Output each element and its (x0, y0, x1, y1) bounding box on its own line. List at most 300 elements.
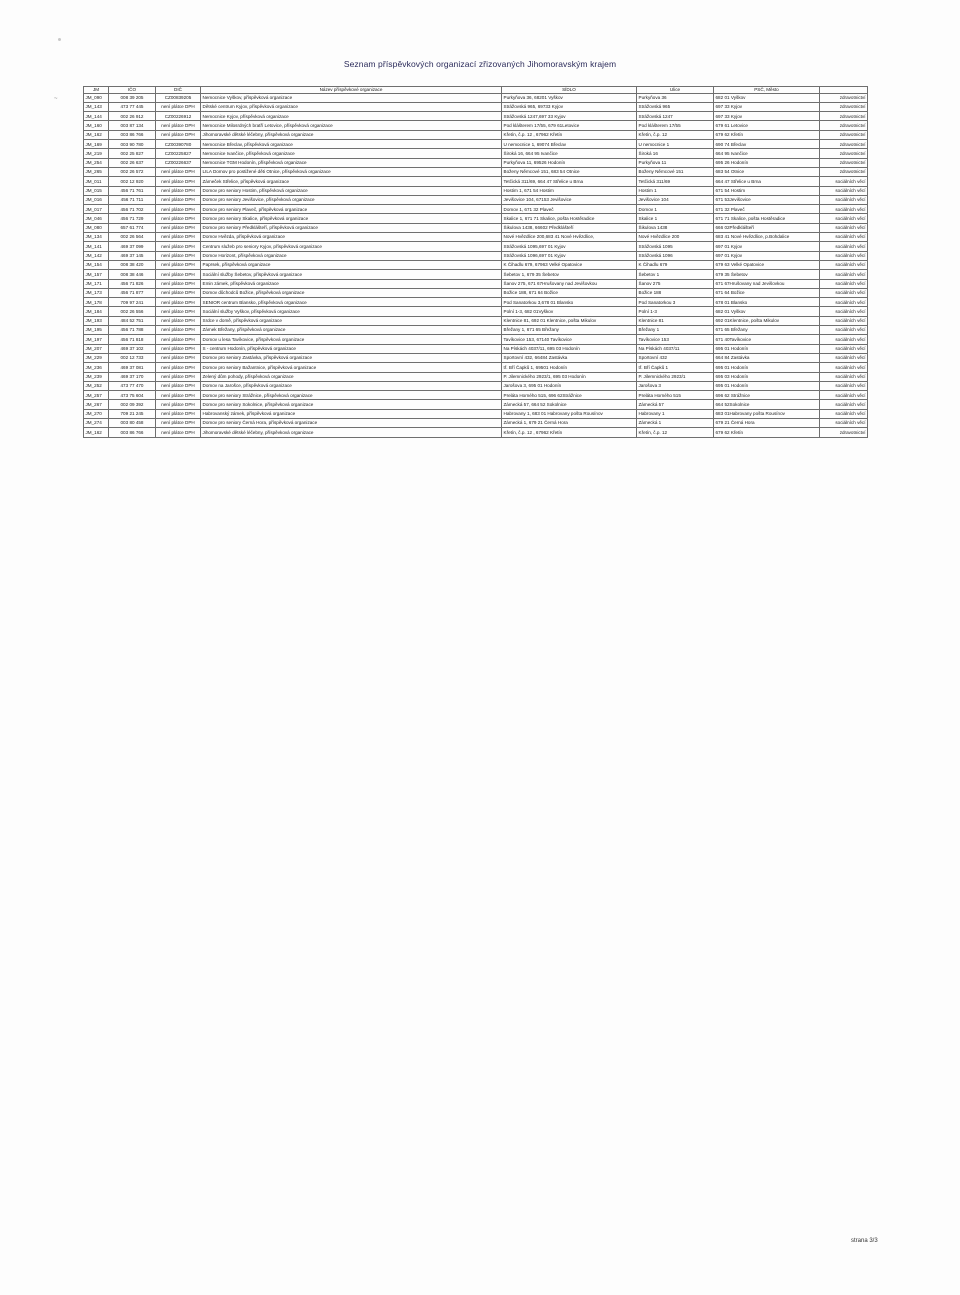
cell-obor: zdravotnictví (820, 167, 868, 176)
cell-ico: 456 71 826 (109, 279, 156, 288)
cell-obor: sociálních věcí (820, 316, 868, 325)
cell-dic: CZ00226912 (156, 112, 201, 121)
cell-ulice: Purkyňova 11 (637, 158, 714, 167)
cell-psc-mesto: 682 01 Vyškov (714, 93, 820, 102)
cell-sidlo: tř. Bří Čapků 1, 69501 Hodonín (502, 363, 637, 372)
cell-ulice: Jevišovice 104 (637, 195, 714, 204)
cell-jm: JM_236 (84, 363, 109, 372)
cell-ico: 003 80 458 (109, 418, 156, 427)
cell-jm: JM_160 (84, 121, 109, 130)
cell-ulice: Habrovany 1 (637, 409, 714, 418)
cell-ico: 003 86 766 (109, 130, 156, 139)
cell-jm: JM_090 (84, 93, 109, 102)
cell-jm: JM_016 (84, 195, 109, 204)
cell-psc-mesto: 682 01 Vyškov (714, 307, 820, 316)
table-row (84, 251, 868, 260)
cell-sidlo: K Čihadlu 679, 67963 Velké Opatovice (502, 260, 637, 269)
cell-dic: není plátce DPH (156, 270, 201, 279)
cell-obor: sociálních věcí (820, 242, 868, 251)
cell-ulice: Na Pískách 4037/11 (637, 344, 714, 353)
document-title: Seznam příspěvkových organizací zřizovaných Jihomoravským krajem (343, 59, 617, 69)
cell-ico: 473 77 445 (109, 102, 156, 111)
cell-nazev: Domov pro seniory Sokolnice, příspěvková organizace (201, 400, 502, 409)
cell-dic: není plátce DPH (156, 130, 201, 139)
cell-psc-mesto: 696 62 Strážnice (714, 391, 820, 400)
cell-psc-mesto: 671 54 Hostim (714, 186, 820, 195)
cell-jm: JM_169 (84, 140, 109, 149)
cell-ico: 003 87 134 (109, 121, 156, 130)
cell-sidlo: Polní 1-3, 682 01Vyškov (502, 307, 637, 316)
table-row (84, 186, 868, 195)
cell-ico: 008 38 446 (109, 270, 156, 279)
cell-psc-mesto: 671 67Hrušovany nad Jevišovkou (714, 279, 820, 288)
cell-jm: JM_015 (84, 186, 109, 195)
cell-dic: není plátce DPH (156, 326, 201, 335)
cell-nazev: Zámek Břežany, příspěvková organizace (201, 326, 502, 335)
cell-obor: zdravotnictví (820, 428, 868, 437)
cell-dic: není plátce DPH (156, 242, 201, 251)
cell-ulice: Domov 1 (637, 205, 714, 214)
cell-psc-mesto: 683 01Habrovany pošta Rousínov (714, 409, 820, 418)
cell-nazev: Sociální služby Šebetov, příspěvková organizace (201, 270, 502, 279)
cell-nazev: Domov Hvězda, příspěvková organizace (201, 233, 502, 242)
cell-jm: JM_173 (84, 288, 109, 297)
cell-psc-mesto: 695 01 Hodonín (714, 363, 820, 372)
cell-nazev: S - centrum Hodonín, příspěvková organizace (201, 344, 502, 353)
cell-jm: JM_142 (84, 251, 109, 260)
cell-obor: zdravotnictví (820, 158, 868, 167)
cell-ulice: Klentnice 81 (637, 316, 714, 325)
cell-dic: není plátce DPH (156, 260, 201, 269)
cell-ico: 002 26 912 (109, 112, 156, 121)
cell-nazev: Domov pro seniory Plaveč, příspěvková organizace (201, 205, 502, 214)
cell-ulice: P. Jilemnického 2923/1 (637, 372, 714, 381)
cell-obor: sociálních věcí (820, 279, 868, 288)
cell-psc-mesto: 664 84 Zastávka (714, 353, 820, 362)
cell-ulice: Strážovská 965 (637, 102, 714, 111)
cell-ico: 469 37 145 (109, 251, 156, 260)
header-ico: IČO (109, 87, 156, 94)
cell-sidlo: Habrovany 1, 683 01 Habrovany pošta Rousínov (502, 409, 637, 418)
cell-ulice: Hostim 1 (637, 186, 714, 195)
cell-psc-mesto: 683 41 Nové Hvězdlice, p.Bohdalice (714, 233, 820, 242)
cell-nazev: Paprsek, příspěvková organizace (201, 260, 502, 269)
table-row (84, 140, 868, 149)
cell-ulice: Strážovská 1096 (637, 251, 714, 260)
table-row (84, 93, 868, 102)
cell-obor: sociálních věcí (820, 409, 868, 418)
cell-nazev: Dětské centrum Kyjov, příspěvková organizace (201, 102, 502, 111)
cell-dic: není plátce DPH (156, 316, 201, 325)
cell-dic: není plátce DPH (156, 381, 201, 390)
cell-nazev: Domov pro seniory Černá Hora, příspěvková organizace (201, 418, 502, 427)
table-row (84, 409, 868, 418)
cell-sidlo: Pod Sanatorkou 3,678 01 Blansko (502, 298, 637, 307)
cell-psc-mesto: 679 62 Křetín (714, 428, 820, 437)
cell-sidlo: Strážovská 1095,697 01 Kyjov (502, 242, 637, 251)
cell-ico: 456 71 877 (109, 288, 156, 297)
cell-ulice: Purkyňova 36 (637, 93, 714, 102)
cell-jm: JM_252 (84, 381, 109, 390)
cell-dic: není plátce DPH (156, 121, 201, 130)
table-row (84, 177, 868, 186)
cell-psc-mesto: 671 53Jevišovice (714, 195, 820, 204)
cell-dic: není plátce DPH (156, 167, 201, 176)
scan-dot (58, 38, 61, 41)
table-row (84, 400, 868, 409)
cell-psc-mesto: 679 61 Letovice (714, 121, 820, 130)
table-row (84, 214, 868, 223)
cell-sidlo: Tavíkovice 153, 67140 Tavíkovice (502, 335, 637, 344)
cell-dic: není plátce DPH (156, 186, 201, 195)
cell-obor: sociálních věcí (820, 326, 868, 335)
cell-ulice: Pod Sanatorkou 3 (637, 298, 714, 307)
cell-ulice: Pod klášterem 17/55 (637, 121, 714, 130)
cell-ico: 008 38 420 (109, 260, 156, 269)
cell-ico: 456 71 788 (109, 326, 156, 335)
cell-ulice: U nemocnice 1 (637, 140, 714, 149)
cell-sidlo: Skalice 1, 671 71 Skalice, pošta Hostěradice (502, 214, 637, 223)
cell-nazev: Zelený dům pohody, příspěvková organizace (201, 372, 502, 381)
cell-jm: JM_143 (84, 102, 109, 111)
table-row (84, 326, 868, 335)
cell-jm: JM_178 (84, 298, 109, 307)
cell-ico: 473 75 604 (109, 391, 156, 400)
cell-psc-mesto: 671 65 Břežany (714, 326, 820, 335)
cell-ulice: Široká 16 (637, 149, 714, 158)
cell-psc-mesto: 697 33 Kyjov (714, 102, 820, 111)
cell-sidlo: Hostim 1, 671 54 Hostim (502, 186, 637, 195)
cell-nazev: Domov pro seniory Zastávka, příspěvková organizace (201, 353, 502, 362)
cell-ico: 484 52 751 (109, 316, 156, 325)
cell-psc-mesto: 671 40Tavíkovice (714, 335, 820, 344)
cell-obor: sociálních věcí (820, 400, 868, 409)
cell-obor: sociálních věcí (820, 177, 868, 186)
cell-sidlo: Strážovská 1096,697 01 Kyjov (502, 251, 637, 260)
cell-nazev: Domov pro seniory Strážnice, příspěvková organizace (201, 391, 502, 400)
table-row (84, 130, 868, 139)
header-psc-mesto: PSČ, Město (714, 87, 820, 94)
cell-sidlo: Široká 16, 664 95 Ivančice (502, 149, 637, 158)
cell-ico: 003 86 766 (109, 428, 156, 437)
cell-dic: není plátce DPH (156, 279, 201, 288)
cell-jm: JM_257 (84, 391, 109, 400)
cell-jm: JM_265 (84, 167, 109, 176)
table-row (84, 158, 868, 167)
table-header-row (84, 87, 868, 94)
cell-nazev: Domov Horizont, příspěvková organizace (201, 251, 502, 260)
cell-ulice: Preláta Horného 515 (637, 391, 714, 400)
cell-ico: 002 12 920 (109, 177, 156, 186)
cell-sidlo: U nemocnice 1, 69074 Břeclav (502, 140, 637, 149)
cell-obor: zdravotnictví (820, 130, 868, 139)
cell-dic: CZ00839205 (156, 93, 201, 102)
cell-ulice: Tavíkovice 153 (637, 335, 714, 344)
cell-dic: CZ00390780 (156, 140, 201, 149)
table-row (84, 167, 868, 176)
cell-nazev: Nemocnice Kyjov, příspěvková organizace (201, 112, 502, 121)
cell-jm: JM_274 (84, 418, 109, 427)
cell-jm: JM_195 (84, 326, 109, 335)
table-row (84, 372, 868, 381)
cell-obor: sociálních věcí (820, 418, 868, 427)
cell-nazev: Domov pro seniory Jevišovice, příspěvková organizace (201, 195, 502, 204)
cell-dic: není plátce DPH (156, 288, 201, 297)
cell-ulice: tř. Bří Čapků 1 (637, 363, 714, 372)
cell-obor: sociálních věcí (820, 251, 868, 260)
cell-obor: zdravotnictví (820, 102, 868, 111)
cell-sidlo: Jevišovice 104, 67153 Jevišovice (502, 195, 637, 204)
cell-ulice: Křetín, č.p. 12 (637, 428, 714, 437)
cell-sidlo: Purkyňova 36, 68201 Vyškov (502, 93, 637, 102)
header-jm: JM (84, 87, 109, 94)
cell-dic: není plátce DPH (156, 195, 201, 204)
cell-sidlo: Pod klášterem 17/55, 679 61Letovice (502, 121, 637, 130)
cell-sidlo: Tetčická 311/69, 664 47 Střelice u Brna (502, 177, 637, 186)
cell-obor: sociálních věcí (820, 298, 868, 307)
cell-sidlo: Křetín, č.p. 12 , 67962 Křetín (502, 428, 637, 437)
cell-jm: JM_134 (84, 233, 109, 242)
cell-ico: 002 12 733 (109, 353, 156, 362)
cell-sidlo: Šikulova 1438, 66602 Předklášteří (502, 223, 637, 232)
cell-ulice: Skalice 1 (637, 214, 714, 223)
cell-jm: JM_162 (84, 428, 109, 437)
cell-obor: sociálních věcí (820, 270, 868, 279)
cell-ulice: Zámecká 1 (637, 418, 714, 427)
cell-obor: sociálních věcí (820, 363, 868, 372)
cell-dic: CZ00226637 (156, 158, 201, 167)
cell-ico: 456 71 702 (109, 205, 156, 214)
cell-nazev: Domov pro seniory Předklášteří, příspěvková organizace (201, 223, 502, 232)
cell-dic: není plátce DPH (156, 177, 201, 186)
cell-psc-mesto: 695 03 Hodonín (714, 372, 820, 381)
cell-nazev: Srdce v domě, příspěvková organizace (201, 316, 502, 325)
cell-psc-mesto: 664 95 Ivančice (714, 149, 820, 158)
cell-dic: není plátce DPH (156, 214, 201, 223)
cell-jm: JM_267 (84, 400, 109, 409)
cell-ico: 003 90 780 (109, 140, 156, 149)
cell-dic: není plátce DPH (156, 102, 201, 111)
cell-ico: 469 37 081 (109, 363, 156, 372)
cell-jm: JM_017 (84, 205, 109, 214)
cell-sidlo: Na Pískách 4037/11, 695 03 Hodonín (502, 344, 637, 353)
cell-psc-mesto: 678 01 Blansko (714, 298, 820, 307)
table-row (84, 279, 868, 288)
cell-ulice: Strážovská 1095 (637, 242, 714, 251)
cell-dic: není plátce DPH (156, 372, 201, 381)
cell-jm: JM_207 (84, 344, 109, 353)
cell-ico: 002 26 637 (109, 158, 156, 167)
cell-nazev: Domov pro seniory Hostim, příspěvková organizace (201, 186, 502, 195)
cell-jm: JM_270 (84, 409, 109, 418)
cell-ulice: Nové Hvězdlice 200 (637, 233, 714, 242)
cell-ico: 456 71 711 (109, 195, 156, 204)
cell-sidlo: Nové Hvězdlice 200,683 41 Nové Hvězdlice, (502, 233, 637, 242)
cell-nazev: Domov pro seniory Skalice, příspěvková organizace (201, 214, 502, 223)
cell-dic: není plátce DPH (156, 335, 201, 344)
cell-jm: JM_197 (84, 335, 109, 344)
cell-ico: 456 71 761 (109, 186, 156, 195)
cell-obor: sociálních věcí (820, 223, 868, 232)
side-mark: ~ (54, 96, 58, 102)
cell-dic: není plátce DPH (156, 307, 201, 316)
cell-psc-mesto: 664 47 Střelice u Brna (714, 177, 820, 186)
cell-obor: sociálních věcí (820, 372, 868, 381)
table-row (84, 102, 868, 111)
cell-jm: JM_144 (84, 112, 109, 121)
cell-sidlo: Šebetov 1, 679 35 Šebetov (502, 270, 637, 279)
cell-sidlo: Boženy Němcové 151, 683 54 Otnice (502, 167, 637, 176)
cell-nazev: Habrovanský zámek, příspěvková organizace (201, 409, 502, 418)
cell-nazev: Centrum služeb pro seniory Kyjov, příspěvková organizace (201, 242, 502, 251)
cell-sidlo: Zámecká 1, 679 21 Černá Hora (502, 418, 637, 427)
table-row (84, 288, 868, 297)
cell-ulice: Strážovská 1247 (637, 112, 714, 121)
cell-psc-mesto: 666 02Předklášteří (714, 223, 820, 232)
cell-nazev: Nemocnice Vyškov, příspěvková organizace (201, 93, 502, 102)
cell-ulice: K Čihadlu 679 (637, 260, 714, 269)
cell-jm: JM_011 (84, 177, 109, 186)
cell-nazev: Nemocnice Milosrdných bratří Letovice, příspěvková organizace (201, 121, 502, 130)
cell-jm: JM_157 (84, 270, 109, 279)
cell-psc-mesto: 695 01 Hodonín (714, 344, 820, 353)
cell-dic: není plátce DPH (156, 400, 201, 409)
cell-ulice: Šebetov 1 (637, 270, 714, 279)
cell-nazev: Nemocnice TGM Hodonín, příspěvková organizace (201, 158, 502, 167)
cell-jm: JM_154 (84, 260, 109, 269)
cell-sidlo: Břežany 1, 671 65 Břežany (502, 326, 637, 335)
cell-sidlo: Šanov 275, 671 67Hrušovany nad Jevišovkou (502, 279, 637, 288)
cell-dic: není plátce DPH (156, 409, 201, 418)
cell-ico: 002 25 827 (109, 149, 156, 158)
cell-nazev: Jihomoravské dětské léčebny, příspěvková organizace (201, 130, 502, 139)
cell-ico: 002 26 556 (109, 307, 156, 316)
cell-sidlo: Purkyňova 11, 69526 Hodonín (502, 158, 637, 167)
table-row (84, 353, 868, 362)
cell-obor: sociálních věcí (820, 195, 868, 204)
cell-dic: není plátce DPH (156, 344, 201, 353)
cell-psc-mesto: 690 74 Břeclav (714, 140, 820, 149)
table-row (84, 270, 868, 279)
cell-jm: JM_193 (84, 316, 109, 325)
cell-sidlo: P. Jilemnického 2923/1, 695 03 Hodonín (502, 372, 637, 381)
cell-nazev: Domov důchodců Božice, příspěvková organizace (201, 288, 502, 297)
cell-dic: není plátce DPH (156, 205, 201, 214)
cell-ulice: Božice 188 (637, 288, 714, 297)
cell-jm: JM_184 (84, 307, 109, 316)
table-body (84, 93, 868, 437)
table-row (84, 418, 868, 427)
cell-nazev: Jihomoravské dětské léčebny, příspěvková organizace (201, 428, 502, 437)
cell-dic: není plátce DPH (156, 298, 201, 307)
cell-jm: JM_141 (84, 242, 109, 251)
cell-jm: JM_046 (84, 214, 109, 223)
table-row (84, 381, 868, 390)
cell-obor: sociálních věcí (820, 214, 868, 223)
header-dic: DIČ (156, 87, 201, 94)
cell-ico: 456 71 818 (109, 335, 156, 344)
table-row (84, 307, 868, 316)
cell-dic: není plátce DPH (156, 391, 201, 400)
cell-psc-mesto: 679 62 Křetín (714, 130, 820, 139)
cell-nazev: Nemocnice Břeclav, příspěvková organizace (201, 140, 502, 149)
cell-psc-mesto: 692 01Klentnice, pošta Mikulov (714, 316, 820, 325)
cell-sidlo: Domov 1, 671 32 Plaveč (502, 205, 637, 214)
cell-obor: sociálních věcí (820, 344, 868, 353)
cell-ulice: Zámecká 57 (637, 400, 714, 409)
cell-ulice: Břežany 1 (637, 326, 714, 335)
cell-obor: zdravotnictví (820, 112, 868, 121)
cell-sidlo: Strážovská 1247,697 33 Kyjov (502, 112, 637, 121)
cell-psc-mesto: 679 63 Velké Opatovice (714, 260, 820, 269)
cell-dic: není plátce DPH (156, 353, 201, 362)
cell-ulice: Sportovní 432 (637, 353, 714, 362)
cell-psc-mesto: 671 71 Skalice, pošta Hostěradice (714, 214, 820, 223)
cell-dic: CZ00225827 (156, 149, 201, 158)
cell-ico: 469 37 102 (109, 344, 156, 353)
table-row (84, 316, 868, 325)
cell-obor: zdravotnictví (820, 140, 868, 149)
cell-dic: není plátce DPH (156, 251, 201, 260)
cell-obor: sociálních věcí (820, 260, 868, 269)
cell-ico: 456 71 729 (109, 214, 156, 223)
cell-dic: není plátce DPH (156, 418, 201, 427)
cell-nazev: Sociální služby Vyškov, příspěvková organizace (201, 307, 502, 316)
table-row (84, 112, 868, 121)
cell-nazev: LILA Domov pro postižené děti Otnice, příspěvková organizace (201, 167, 502, 176)
cell-nazev: Domov na Jarošce, příspěvková organizace (201, 381, 502, 390)
table-row (84, 335, 868, 344)
cell-obor: sociálních věcí (820, 353, 868, 362)
cell-jm: JM_219 (84, 149, 109, 158)
cell-psc-mesto: 695 26 Hodonín (714, 158, 820, 167)
table-row (84, 242, 868, 251)
cell-dic: není plátce DPH (156, 363, 201, 372)
page-number: strana 3/3 (851, 1238, 878, 1244)
cell-nazev: Nemocnice Ivančice, příspěvková organizace (201, 149, 502, 158)
cell-obor: zdravotnictví (820, 149, 868, 158)
cell-psc-mesto: 671 64 Božice (714, 288, 820, 297)
cell-obor: sociálních věcí (820, 288, 868, 297)
cell-dic: není plátce DPH (156, 428, 201, 437)
cell-nazev: Zámeček Střelice, příspěvková organizace (201, 177, 502, 186)
cell-ico: 002 09 392 (109, 400, 156, 409)
cell-obor: sociálních věcí (820, 307, 868, 316)
table-row (84, 428, 868, 437)
table-row (84, 344, 868, 353)
cell-psc-mesto: 679 21 Černá Hora (714, 418, 820, 427)
cell-ulice: Šanov 275 (637, 279, 714, 288)
cell-obor: sociálních věcí (820, 186, 868, 195)
header-sidlo: SÍDLO (502, 87, 637, 94)
cell-psc-mesto: 664 52Sokolnice (714, 400, 820, 409)
organizations-table (83, 86, 868, 438)
cell-obor: sociálních věcí (820, 391, 868, 400)
cell-sidlo: Křetín, č.p. 12 , 67962 Křetín (502, 130, 637, 139)
cell-psc-mesto: 695 01 Hodonín (714, 381, 820, 390)
cell-obor: sociálních věcí (820, 381, 868, 390)
cell-ico: 709 21 245 (109, 409, 156, 418)
cell-ulice: Polní 1-3 (637, 307, 714, 316)
header-ulice: Ulice (637, 87, 714, 94)
cell-jm: JM_254 (84, 158, 109, 167)
cell-jm: JM_229 (84, 353, 109, 362)
cell-sidlo: Preláta Horného 515, 696 62Strážnice (502, 391, 637, 400)
cell-ulice: Tetčická 311/69 (637, 177, 714, 186)
table-row (84, 233, 868, 242)
header-nazev: Název příspěvkové organizace (201, 87, 502, 94)
cell-sidlo: Zámecká 57, 664 52 Sokolnice (502, 400, 637, 409)
